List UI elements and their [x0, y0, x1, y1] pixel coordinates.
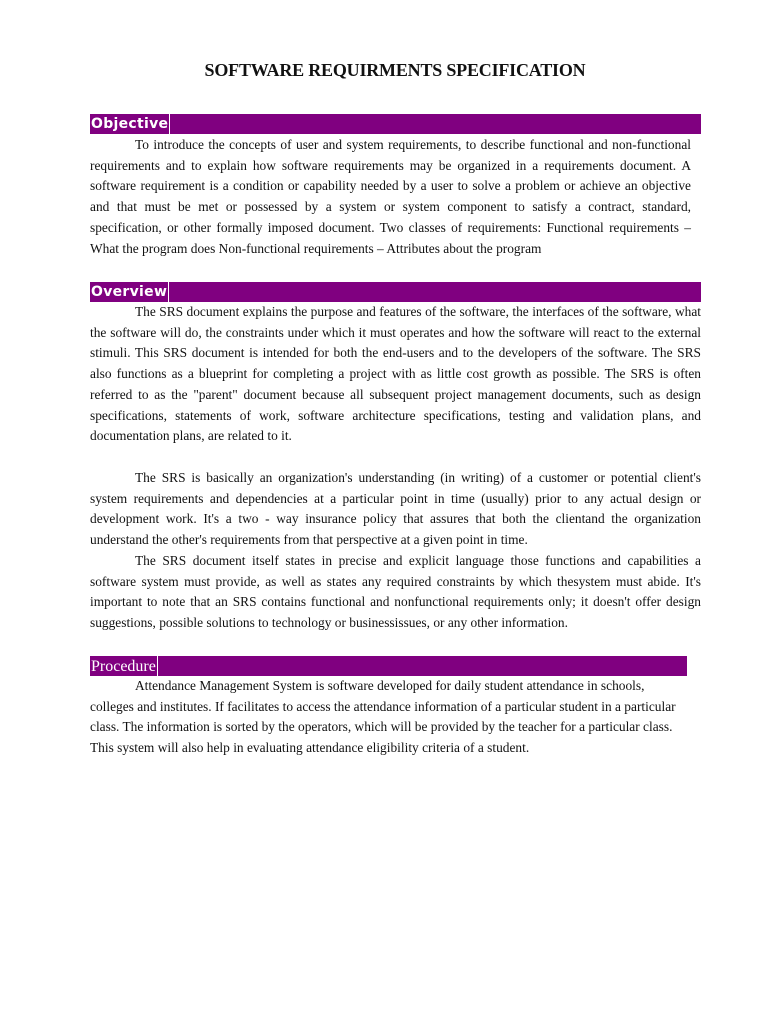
page-title: SOFTWARE REQUIRMENTS SPECIFICATION: [204, 60, 586, 80]
overview-paragraph-3: The SRS document itself states in precise and explicit language those functions and capabilities a software system must provide, as well as states any required constraints by which thesystem must abide. It's important to note that an SRS contains functional and nonfunctional requirements only; it doesn't offer design suggestions, possible solutions to technology or businessissues, or any other information.: [90, 553, 701, 631]
objective-heading: Objective: [91, 116, 169, 132]
overview-heading: Overview: [91, 284, 168, 300]
overview-section-bar: [90, 282, 701, 302]
procedure-paragraph: Attendance Management System is software developed for daily student attendance in schools, colleges and institutes. If facilitates to access the attendance information of a particular student in a particular class. The information is sorted by the operators, which will be provided by the teacher for a particular class. This system will also help in evaluating attendance eligibility criteria of a student.: [90, 678, 676, 756]
procedure-heading: Procedure: [91, 658, 156, 675]
overview-paragraph-2: The SRS is basically an organization's understanding (in writing) of a customer or potential client's system requirements and dependencies at a particular point in time (usually) prior to any actual design or development work. It's a two - way insurance policy that assures that both the clientand the organization understand the other's requirements from that perspective at a given point in time.: [90, 470, 701, 548]
objective-section-bar: [90, 114, 701, 134]
objective-paragraph: To introduce the concepts of user and system requirements, to describe functional and non-functional requirements and to explain how software requirements may be organized in a requirements document. A software requirement is a condition or capability needed by a user to solve a problem or achieve an objective and that must be met or possessed by a system or system component to satisfy a contract, standard, specification, or other formally imposed document. Two classes of requirements: Functional requirements – What the program does Non-functional requirements – Attributes about the program: [90, 137, 691, 256]
overview-paragraph-1: The SRS document explains the purpose and features of the software, the interfaces of the software, what the software will do, the constraints under which it must operates and how the software will react to the external stimuli. This SRS document is intended for both the end-users and to the developers of the software. The SRS also functions as a blueprint for completing a project with as little cost growth as possible. The SRS is often referred to as the "parent" document because all subsequent project management documents, such as design specifications, statements of work, software architecture specifications, testing and validation plans, and documentation plans, are related to it.: [90, 304, 701, 444]
procedure-section-bar: [90, 656, 687, 676]
